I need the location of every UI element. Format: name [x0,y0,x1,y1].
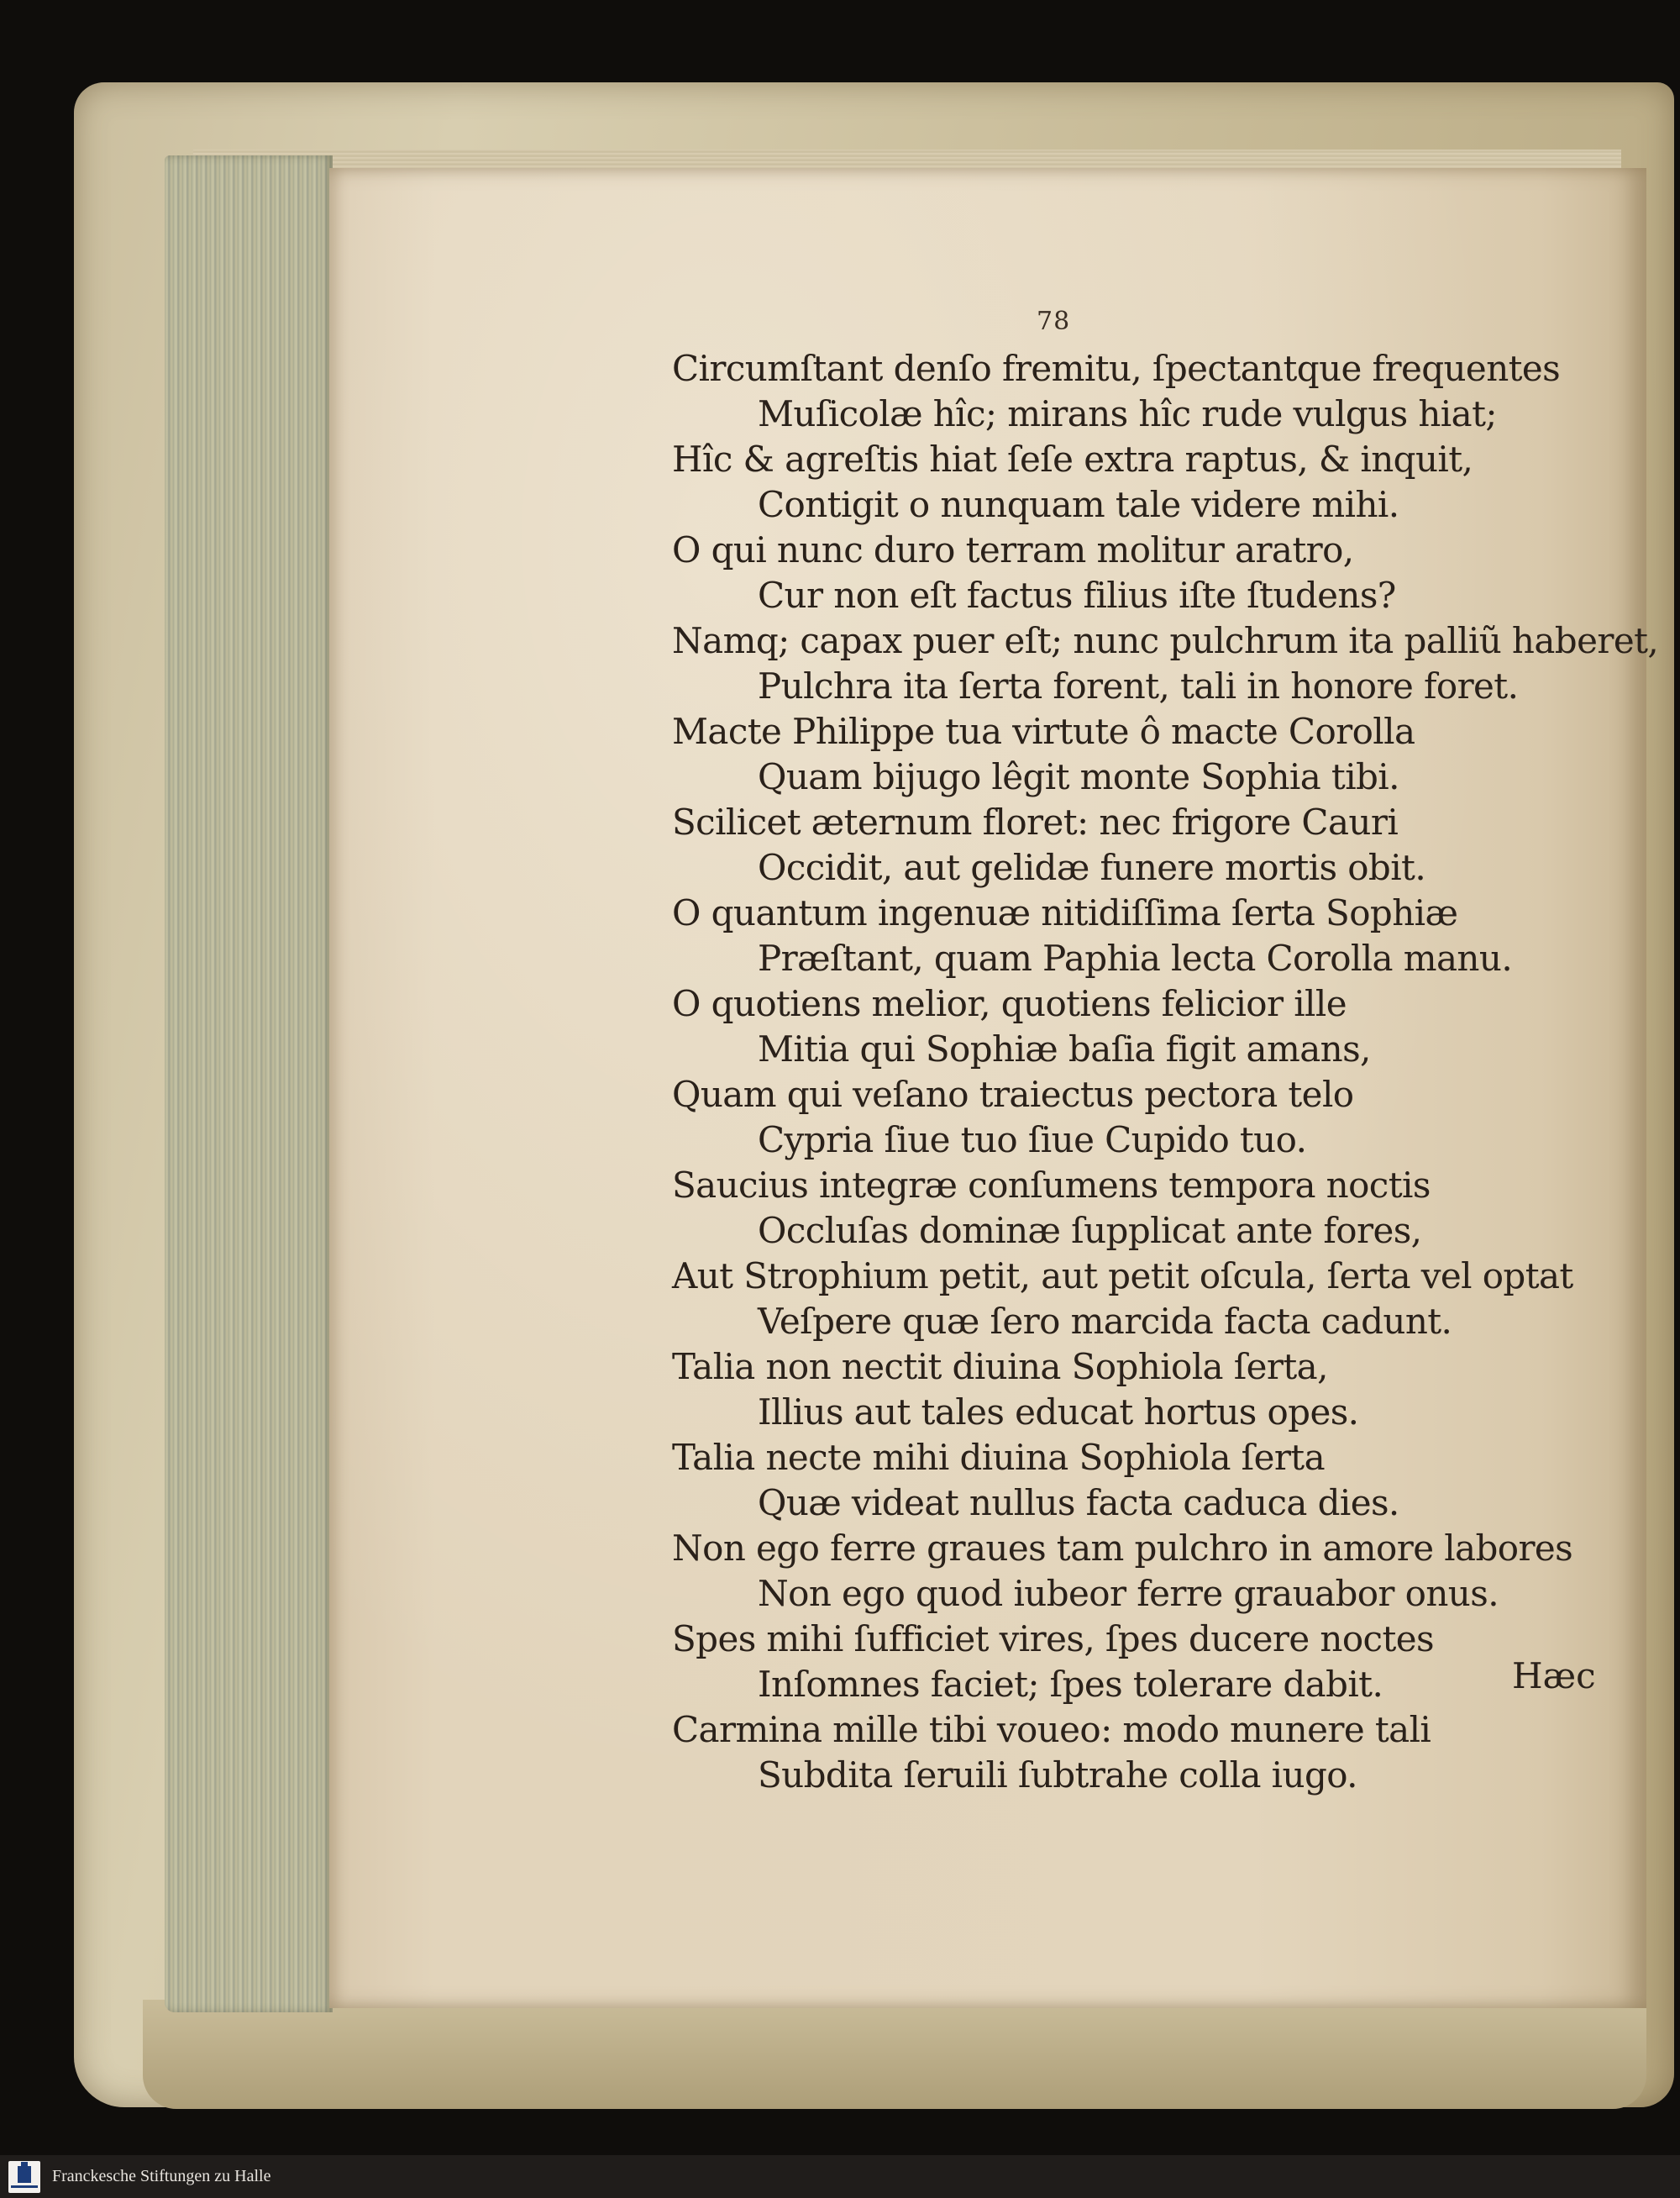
poem [329,346,1659,1798]
book-page [329,168,1659,2008]
francke-foundations-logo-icon [8,2161,40,2193]
verse-line: Mitia qui Sophiæ baſia figit amans, [758,1028,1371,1070]
verse-line: Hîc & agreſtis hiat ſeſe extra raptus, & inquit, [672,439,1473,480]
page-number: 78 [1037,307,1071,336]
verse-line: Pulchra ita ſerta forent, tali in honore foret. [758,665,1519,707]
page-text [329,168,1659,2008]
verse-line: Spes mihi ſufficiet vires, ſpes ducere noctes [672,1618,1434,1659]
verse-line: Præſtant, quam Paphia lecta Corolla manu. [758,938,1513,979]
verse-line: Aut Strophium petit, aut petit oſcula, ſerta vel optat [672,1255,1573,1296]
verse-line: Circumſtant denſo fremitu, ſpectantque frequentes [672,348,1561,389]
verse-line: Subdita ſeruili ſubtrahe colla iugo. [758,1754,1357,1796]
verse-line: O quotiens melior, quotiens felicior ille [672,983,1347,1024]
verse-line: Macte Philippe tua virtute ô macte Corolla [672,711,1415,752]
verse-line: Non ego quod iubeor ferre grauabor onus. [758,1573,1499,1614]
verse-line: O quantum ingenuæ nitidiſſima ſerta Sophiæ [672,892,1458,933]
verse-line: Occluſas dominæ ſupplicat ante fores, [758,1210,1422,1251]
institution-footer [0,2155,1680,2198]
verse-line: Quam qui veſano traiectus pectora telo [672,1074,1354,1115]
verse-line: Talia necte mihi diuina Sophiola ſerta [672,1437,1326,1478]
cover-bottom-edge [143,2000,1646,2109]
verse-line: Saucius integræ conſumens tempora noctis [672,1165,1431,1206]
verse-line: Carmina mille tibi voueo: modo munere tali [672,1709,1431,1750]
verse-line: Cur non eſt factus filius iſte ſtudens? [758,575,1396,616]
verse-line: O qui nunc duro terram molitur aratro, [672,529,1354,571]
verse-line: Quam bijugo lêgit monte Sophia tibi. [758,756,1399,797]
verse-line: Non ego ferre graues tam pulchro in amore labores [672,1528,1573,1569]
page-edges-stack [165,155,333,2012]
verse-line: Cypria ſiue tuo ſiue Cupido tuo. [758,1119,1307,1160]
verse-line: Talia non nectit diuina Sophiola ſerta, [672,1346,1328,1387]
verse-line: Scilicet æternum floret: nec frigore Cauri [672,802,1399,843]
verse-line: Quæ videat nullus facta caduca dies. [758,1482,1399,1523]
verse-line: Inſomnes faciet; ſpes tolerare dabit. [758,1664,1383,1705]
institution-name: Franckesche Stiftungen zu Halle [52,2167,271,2185]
catchword: Hæc [1512,1655,1596,1696]
verse-line: Veſpere quæ ſero marcida facta cadunt. [758,1301,1452,1342]
verse-line: Muſicolæ hîc; mirans hîc rude vulgus hiat; [758,393,1497,434]
verse-line: Occidit, aut gelidæ funere mortis obit. [758,847,1426,888]
verse-line: Illius aut tales educat hortus opes. [758,1391,1359,1433]
verse-line: Namq; capax puer eſt; nunc pulchrum ita palliũ haberet, [672,620,1659,661]
verse-line: Contigit o nunquam tale videre mihi. [758,484,1399,525]
